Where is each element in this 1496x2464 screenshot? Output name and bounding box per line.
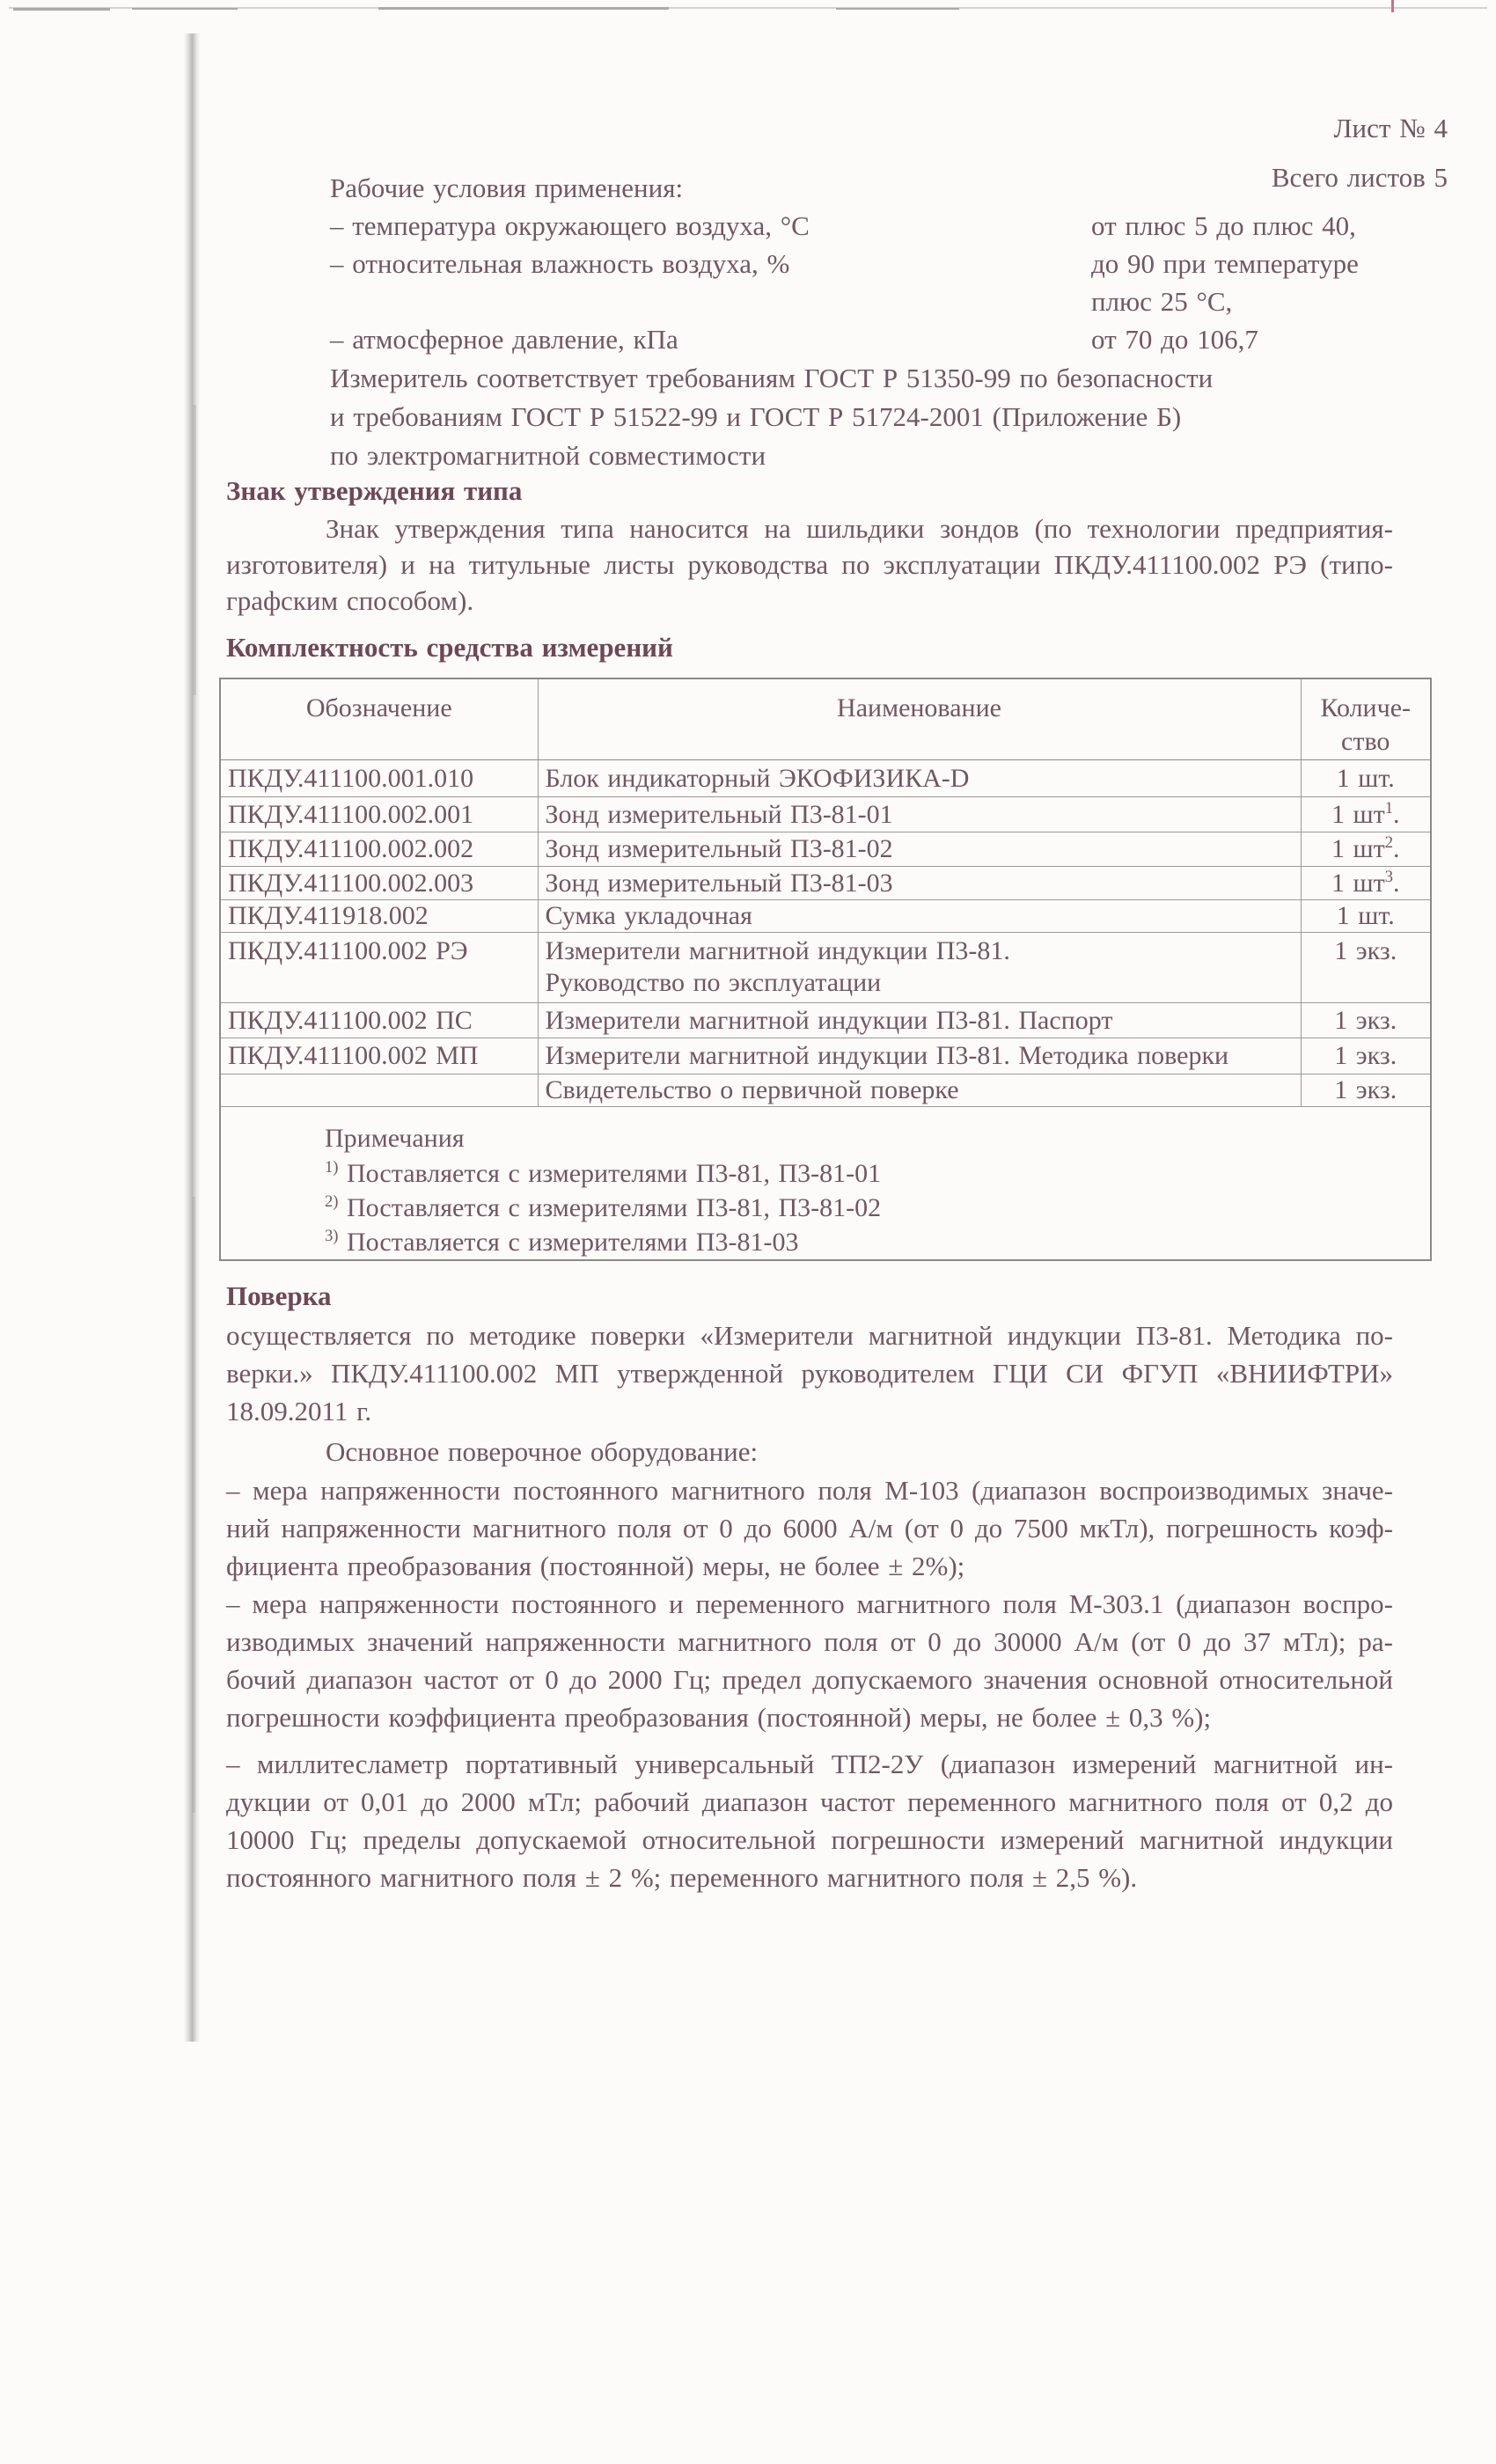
text-line: изводимых значений напряженности магнитного поля от 0 до 30000 А/м (от 0 до 37 мТл); ра-: [226, 1626, 1393, 1657]
scan-artifact-top-dash: [13, 8, 110, 11]
cell-name: Зонд измерительный П3-81-01: [538, 797, 1301, 832]
notes-title: Примечания: [325, 1124, 465, 1153]
cell-quantity: 1 $шт^2$.: [1301, 832, 1431, 867]
cell-designation: ПКДУ.411918.002: [220, 900, 538, 933]
verification-equipment-item-3: [226, 1745, 1393, 1896]
text-line: – мера напряженности постоянного магнитного поля М-103 (диапазон воспроизводимых значе-: [226, 1475, 1393, 1506]
text-line: Измеритель соответствует требованиям ГОСТ Р 51350-99 по безопасности: [330, 363, 1214, 393]
cell-name: Измерители магнитной индукции П3-81. Паспорт: [538, 1003, 1301, 1038]
condition-value: от 70 до 106,7: [1091, 324, 1258, 355]
cell-name: Свидетельство о первичной поверке: [538, 1074, 1301, 1107]
cell-name: Сумка укладочная: [538, 900, 1301, 933]
cell-quantity: 1 $шт^3$.: [1301, 867, 1431, 900]
cell-name: Измерители магнитной индукции П3-81. Методика поверки: [538, 1038, 1301, 1074]
table-row: [220, 832, 1431, 867]
table-notes-cell: [220, 1107, 1431, 1261]
table-row: [220, 760, 1431, 797]
table-row: [220, 900, 1431, 933]
completeness-table-body: [220, 678, 1431, 1260]
column-header-name: Наименование: [538, 678, 1301, 760]
sheet-total: Всего листов 5: [1271, 162, 1448, 193]
cell-designation: ПКДУ.411100.002.001: [220, 797, 538, 832]
cell-name: Зонд измерительный П3-81-02: [538, 832, 1301, 867]
text-line: дукции от 0,01 до 2000 мТл; рабочий диапазон частот переменного магнитного поля от 0,2 до: [226, 1786, 1393, 1817]
scan-artifact-pink-tick: [1391, 0, 1394, 12]
table-row: [220, 1003, 1431, 1038]
text-line: изготовителя) и на титульные листы руководства по эксплуатации ПКДУ.411100.002 РЭ (типо-: [226, 549, 1393, 580]
column-header-quantity: Количе- ство: [1301, 678, 1431, 760]
completeness-table: [219, 678, 1432, 1261]
operating-conditions-title: Рабочие условия применения:: [330, 172, 684, 203]
note-item: $^{3)}$ Поставляется с измерителями П3-81-03: [325, 1227, 799, 1257]
condition-row: [330, 207, 1395, 245]
cell-name: Блок индикаторный ЭКОФИЗИКА-D: [538, 760, 1301, 797]
scan-artifact-top-dash: [836, 8, 959, 10]
cell-quantity: 1 экз.: [1301, 1074, 1431, 1107]
condition-row: [330, 245, 1395, 282]
cell-designation: [220, 1074, 538, 1107]
operating-conditions-rows: [330, 207, 1395, 358]
condition-value: плюс 25 °С,: [1091, 286, 1233, 317]
text-line: 18.09.2011 г.: [226, 1396, 372, 1426]
scan-artifact-binding-line-dark: [192, 1197, 195, 1813]
cell-designation: ПКДУ.411100.001.010: [220, 760, 538, 797]
cell-designation: ПКДУ.411100.002.002: [220, 832, 538, 867]
condition-row: [330, 320, 1395, 358]
type-approval-paragraph: [226, 510, 1393, 619]
verification-heading: Поверка: [226, 1280, 332, 1311]
verification-equipment-intro: Основное поверочное оборудование:: [326, 1436, 759, 1467]
scan-artifact-top-dash: [378, 7, 669, 10]
table-row: [220, 933, 1431, 1003]
sheet-number: Лист № 4: [1333, 113, 1448, 143]
cell-designation: ПКДУ.411100.002 ПС: [220, 1003, 538, 1038]
column-header-designation: Обозначение: [220, 678, 538, 760]
text-line: фициента преобразования (постоянной) меры, не более ± 2%);: [226, 1551, 965, 1581]
condition-label: – относительная влажность воздуха, %: [330, 248, 790, 279]
cell-quantity: 1 экз.: [1301, 1038, 1431, 1074]
verification-method-paragraph: [226, 1316, 1393, 1430]
cell-name: Зонд измерительный П3-81-03: [538, 867, 1301, 900]
table-header-row: [220, 678, 1431, 760]
table-row: [220, 1074, 1431, 1107]
cell-designation: ПКДУ.411100.002.003: [220, 867, 538, 900]
text-line: Знак утверждения типа наносится на шильдики зондов (по технологии предприятия-: [326, 513, 1393, 544]
scan-artifact-top-dash: [132, 8, 238, 10]
cell-quantity: 1 шт.: [1301, 900, 1431, 933]
text-line: постоянного магнитного поля ± 2 %; переменного магнитного поля ± 2,5 %).: [226, 1862, 1138, 1893]
text-line: ний напряженности магнитного поля от 0 до 6000 А/м (от 0 до 7500 мкТл), погрешность коэф-: [226, 1513, 1393, 1544]
text-line: – миллитесламетр портативный универсальный ТП2-2У (диапазон измерений магнитной ин-: [226, 1749, 1393, 1779]
text-line: погрешности коэффициента преобразования (постоянной) меры, не более ± 0,3 %);: [226, 1702, 1212, 1733]
compliance-paragraph: [330, 359, 1395, 475]
text-line: по электромагнитной совместимости: [330, 440, 766, 471]
condition-label: – атмосферное давление, кПа: [330, 324, 678, 355]
cell-quantity: 1 экз.: [1301, 1003, 1431, 1038]
cell-name: Измерители магнитной индукции П3-81. Руководство по эксплуатации: [538, 933, 1301, 1003]
condition-label: – температура окружающего воздуха, °С: [330, 210, 810, 241]
text-line: осуществляется по методике поверки «Измерители магнитной индукции П3-81. Методика по-: [226, 1320, 1393, 1351]
scan-artifact-binding-line-dark: [193, 405, 196, 695]
text-line: – мера напряженности постоянного и переменного магнитного поля М-303.1 (диапазон воспро-: [226, 1588, 1393, 1619]
verification-equipment-item-1: [226, 1471, 1393, 1585]
note-item: $^{1)}$ Поставляется с измерителями П3-81, П3-81-01: [325, 1158, 882, 1188]
type-approval-heading: Знак утверждения типа: [226, 475, 523, 506]
cell-designation: ПКДУ.411100.002 РЭ: [220, 933, 538, 1003]
condition-value: до 90 при температуре: [1091, 248, 1359, 279]
text-line: бочий диапазон частот от 0 до 2000 Гц; предел допускаемого значения основной относительной: [226, 1664, 1393, 1695]
completeness-heading: Комплектность средства измерений: [226, 632, 673, 663]
cell-quantity: 1 экз.: [1301, 933, 1431, 1003]
cell-quantity: 1 $шт^1$.: [1301, 797, 1431, 832]
table-notes-row: [220, 1107, 1431, 1261]
table-row: [220, 1038, 1431, 1074]
operating-conditions-section: [330, 169, 1395, 358]
text-line: и требованиям ГОСТ Р 51522-99 и ГОСТ Р 51724-2001 (Приложение Б): [330, 401, 1182, 432]
table-row: [220, 867, 1431, 900]
text-line: 10000 Гц; пределы допускаемой относительной погрешности измерений магнитной индукции: [226, 1824, 1393, 1855]
verification-equipment-item-2: [226, 1585, 1393, 1736]
table-row: [220, 797, 1431, 832]
note-item: $^{2)}$ Поставляется с измерителями П3-81, П3-81-02: [325, 1192, 882, 1222]
condition-row: [330, 282, 1395, 320]
cell-quantity: 1 шт.: [1301, 760, 1431, 797]
condition-value: от плюс 5 до плюс 40,: [1091, 210, 1356, 241]
cell-designation: ПКДУ.411100.002 МП: [220, 1038, 538, 1074]
text-line: верки.» ПКДУ.411100.002 МП утвержденной руководителем ГЦИ СИ ФГУП «ВНИИФТРИ»: [226, 1358, 1393, 1389]
text-line: графским способом).: [226, 585, 474, 616]
